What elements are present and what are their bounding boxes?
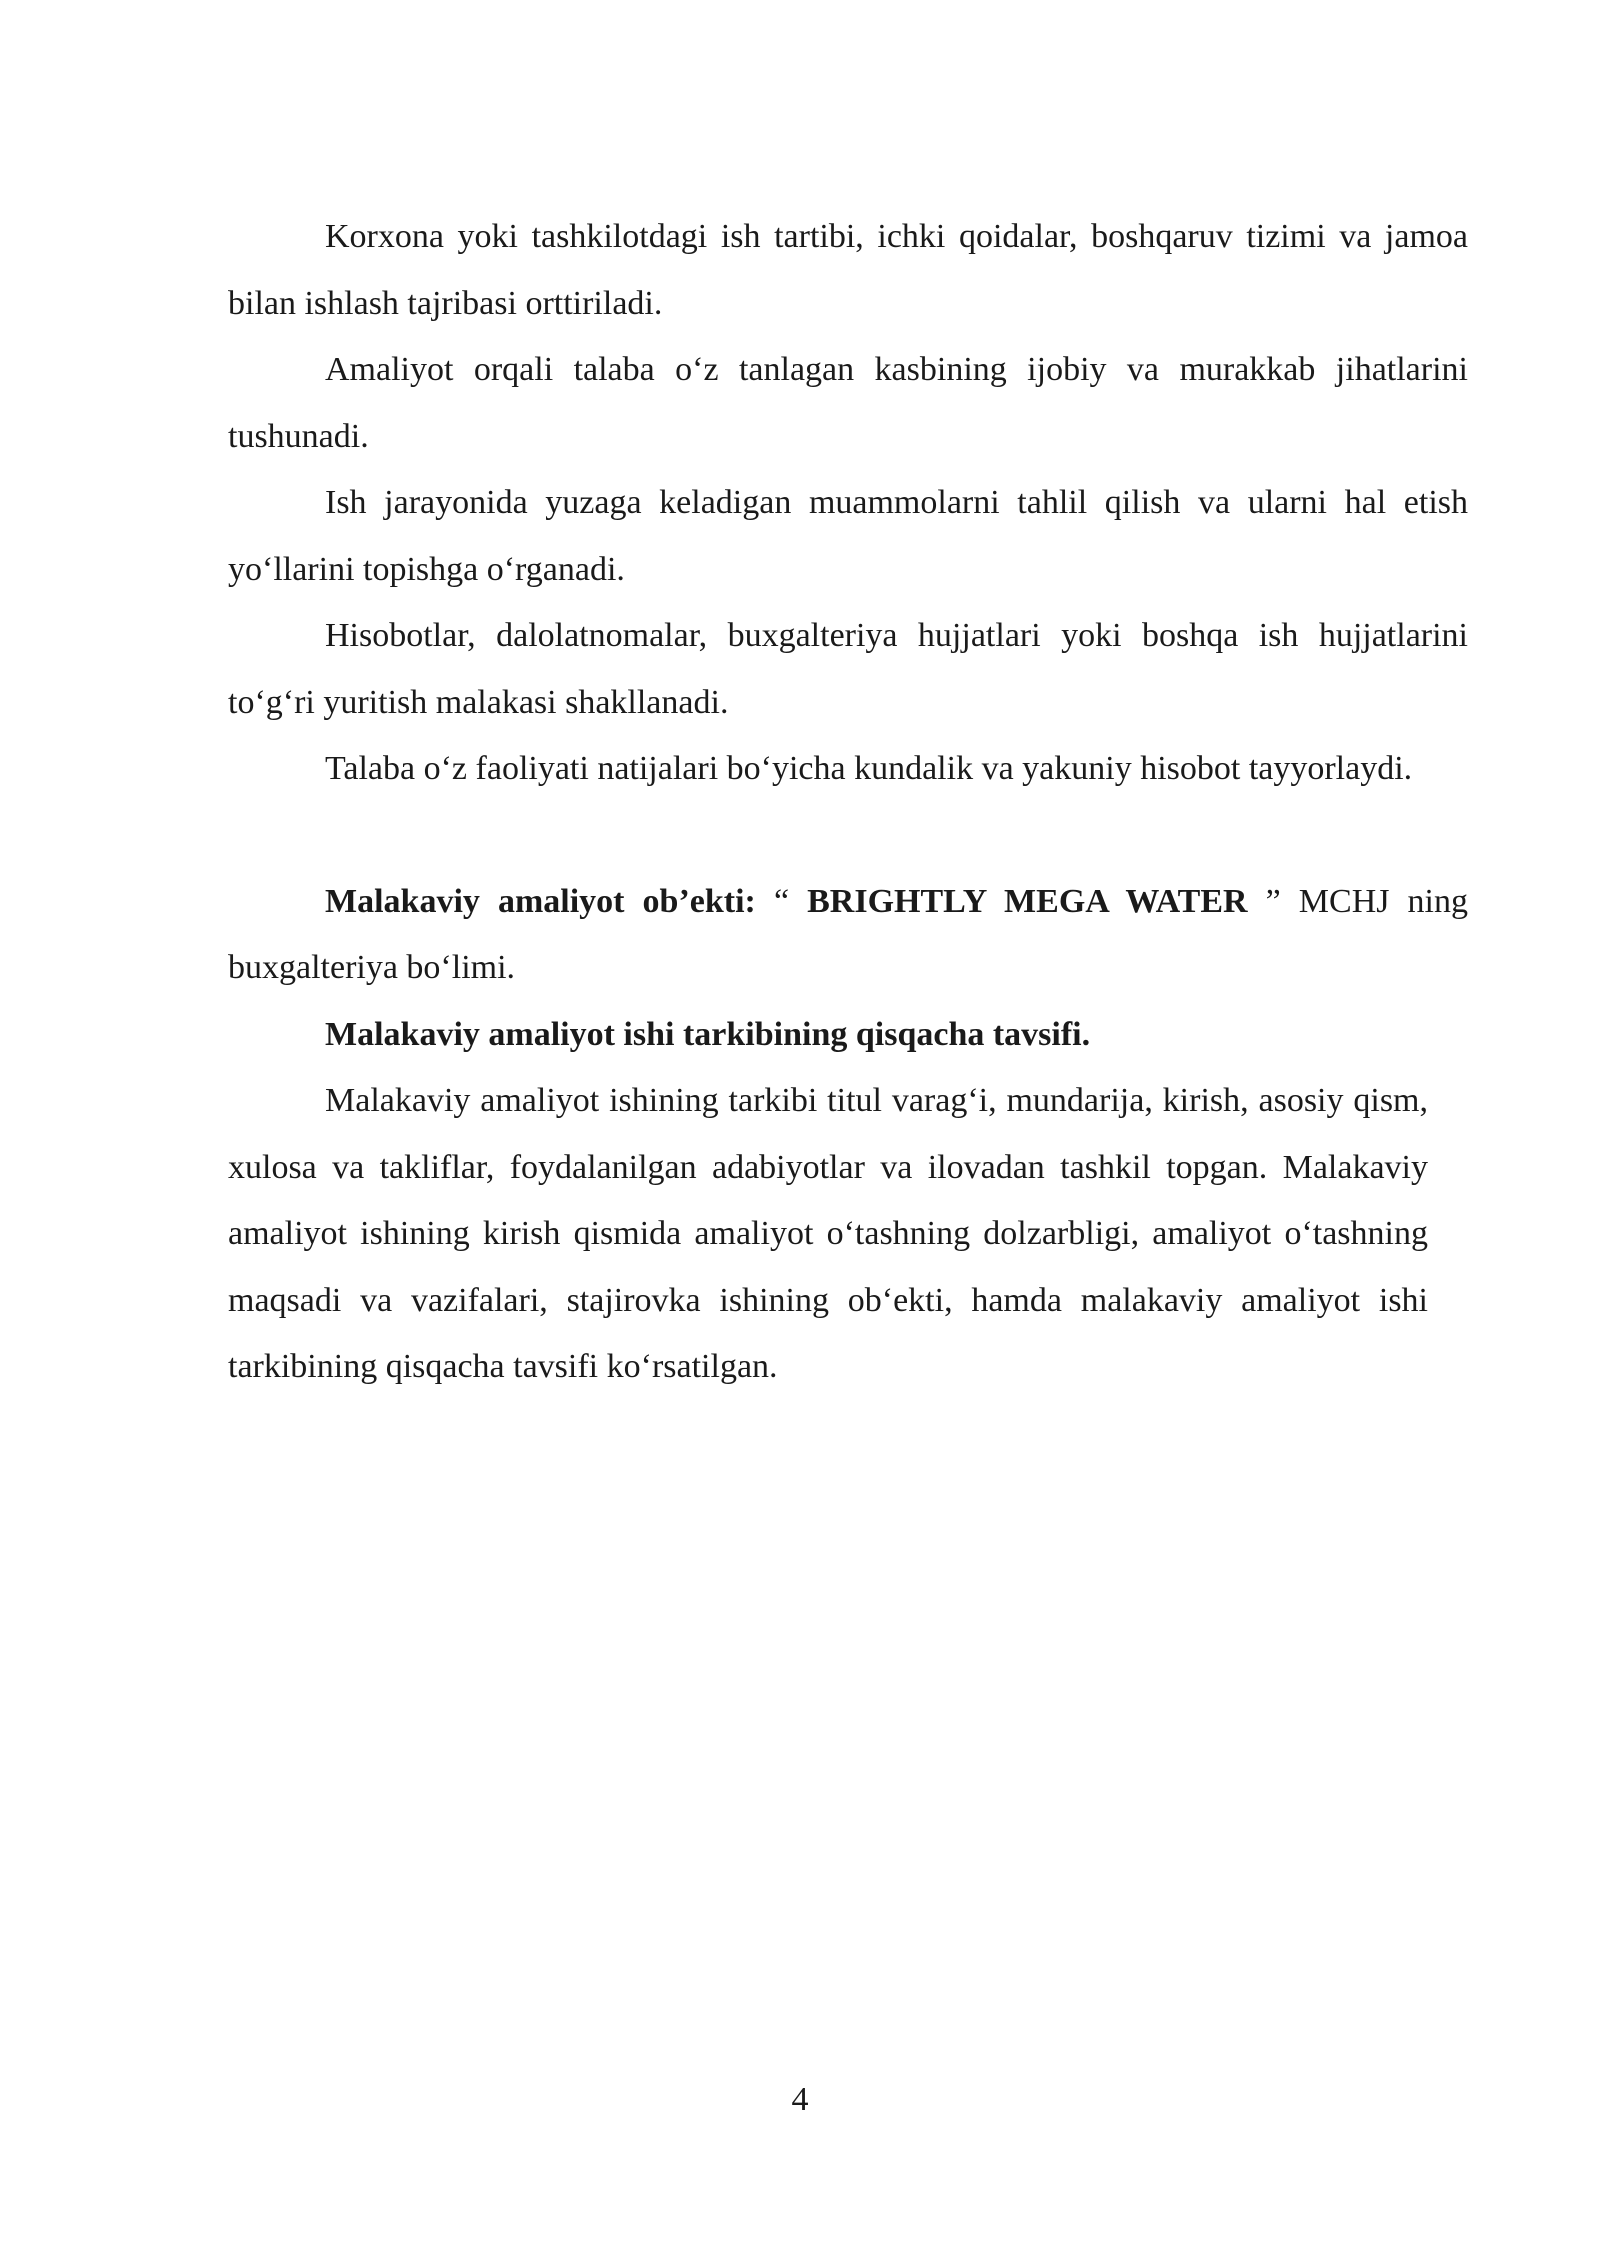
paragraph-report: Talaba o‘z faoliyati natijalari bo‘yicha kundalik va yakuniy hisobot tayyorlaydi. xyxy=(325,750,1413,787)
page-number: 4 xyxy=(791,2081,809,2118)
practice-object-label: Malakaviy amaliyot ob’ekti: xyxy=(325,882,756,920)
practice-object-rest: ” MCHJ ning buxgalteriya bo‘limi. xyxy=(228,882,1468,986)
paragraph-work-order: Korxona yoki tashkilotdagi ish tartibi, ichki qoidalar, boshqaruv tizimi va jamoa bilan ishlash tajribasi orttiriladi. xyxy=(228,218,1468,322)
spacer xyxy=(228,803,1468,869)
company-name: BRIGHTLY MEGA WATER xyxy=(807,882,1248,920)
paragraph-structure-description: Malakaviy amaliyot ishining tarkibi titul varag‘i, mundarija, kirish, asosiy qism, xulosa va takliflar, foydalanilgan adabiyotlar va ilovadan tashkil topgan. Malakaviy amaliyot ishining kirish qismida amaliyot o‘tashning dolzarbligi, amaliyot o‘tashning maqsadi va vazifalari, stajirovka ishining ob‘ekti, hamda malakaviy amaliyot ishi tarkibining qisqacha tavsifi ko‘rsatilgan. xyxy=(228,1082,1428,1385)
paragraph-profession: Amaliyot orqali talaba o‘z tanlagan kasbining ijobiy va murakkab jihatlarini tushunadi. xyxy=(228,351,1468,455)
quote-open: “ xyxy=(755,882,808,920)
section-heading: Malakaviy amaliyot ishi tarkibining qisqacha tavsifi. xyxy=(325,1015,1091,1053)
practice-object-paragraph xyxy=(228,869,1468,1002)
page-body xyxy=(228,204,1468,1401)
paragraph-documents: Hisobotlar, dalolatnomalar, buxgalteriya hujjatlari yoki boshqa ish hujjatlarini to‘g‘ri yuritish malakasi shakllanadi. xyxy=(228,617,1468,721)
paragraph-problem-solving: Ish jarayonida yuzaga keladigan muammolarni tahlil qilish va ularni hal etish yo‘llarini topishga o‘rganadi. xyxy=(228,484,1468,588)
